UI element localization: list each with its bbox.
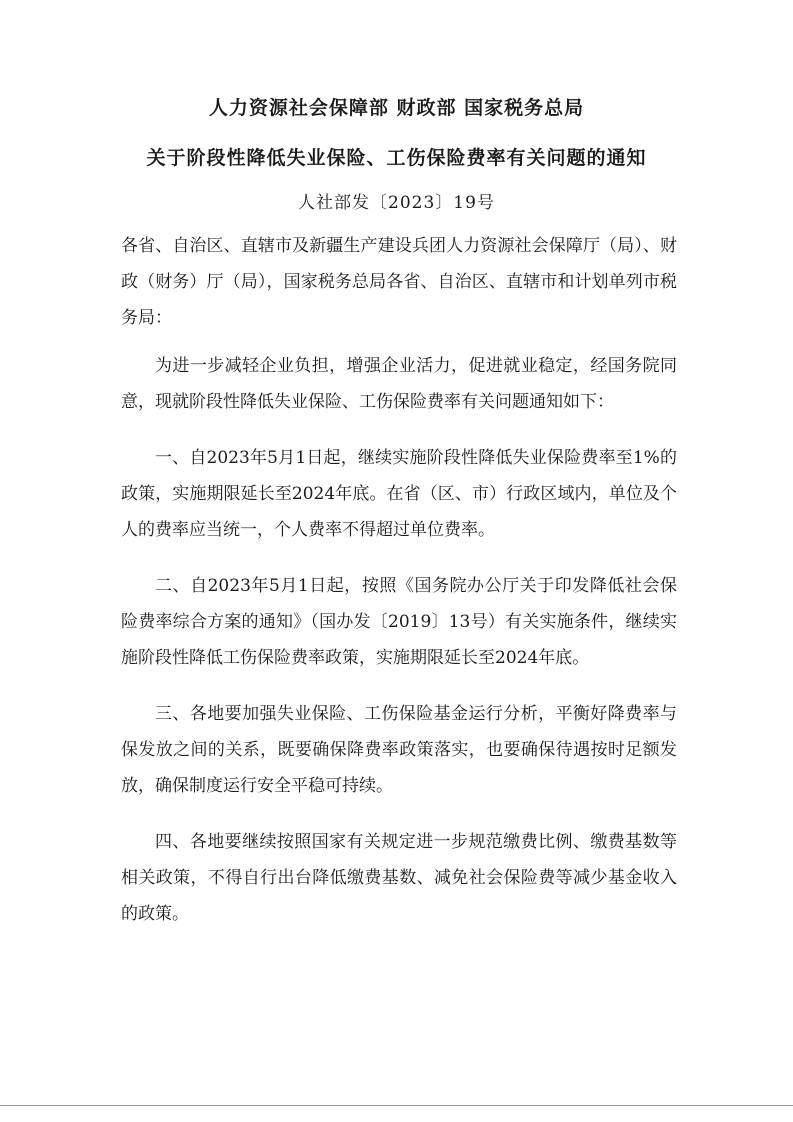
clause-one: 一、自2023年5月1日起，继续实施阶段性降低失业保险费率至1%的政策，实施期限延长至2024年底。在省（区、市）行政区域内，单位及个人的费率应当统一，个人费率不得超过单位费率。 xyxy=(121,448,677,540)
salutation: 各省、自治区、直辖市及新疆生产建设兵团人力资源社会保障厅（局）、财政（财务）厅（局），国家税务总局各省、自治区、直辖市和计划单列市税务局： xyxy=(121,236,677,328)
clause-three: 三、各地要加强失业保险、工伤保险基金运行分析，平衡好降费率与保发放之间的关系，既要确保降费率政策落实，也要确保待遇按时足额发放，确保制度运行安全平稳可持续。 xyxy=(121,704,677,796)
issuing-departments: 人力资源社会保障部 财政部 国家税务总局 xyxy=(208,97,585,119)
clause-two: 二、自2023年5月1日起，按照《国务院办公厅关于印发降低社会保险费率综合方案的通知》（国办发〔2019〕13号）有关实施条件，继续实施阶段性降低工伤保险费率政策，实施期限延长至2024年底。 xyxy=(121,576,677,668)
document-title: 关于阶段性降低失业保险、工伤保险费率有关问题的通知 xyxy=(146,147,647,169)
intro-paragraph: 为进一步减轻企业负担，增强企业活力，促进就业稳定，经国务院同意，现就阶段性降低失业保险、工伤保险费率有关问题通知如下： xyxy=(121,356,677,412)
clause-four: 四、各地要继续按照国家有关规定进一步规范缴费比例、缴费基数等相关政策，不得自行出台降低缴费基数、减免社会保险费等减少基金收入的政策。 xyxy=(121,832,677,924)
page-bottom-divider xyxy=(0,1105,793,1106)
document-number: 人社部发〔2023〕19号 xyxy=(298,193,495,213)
document-body xyxy=(121,228,677,952)
